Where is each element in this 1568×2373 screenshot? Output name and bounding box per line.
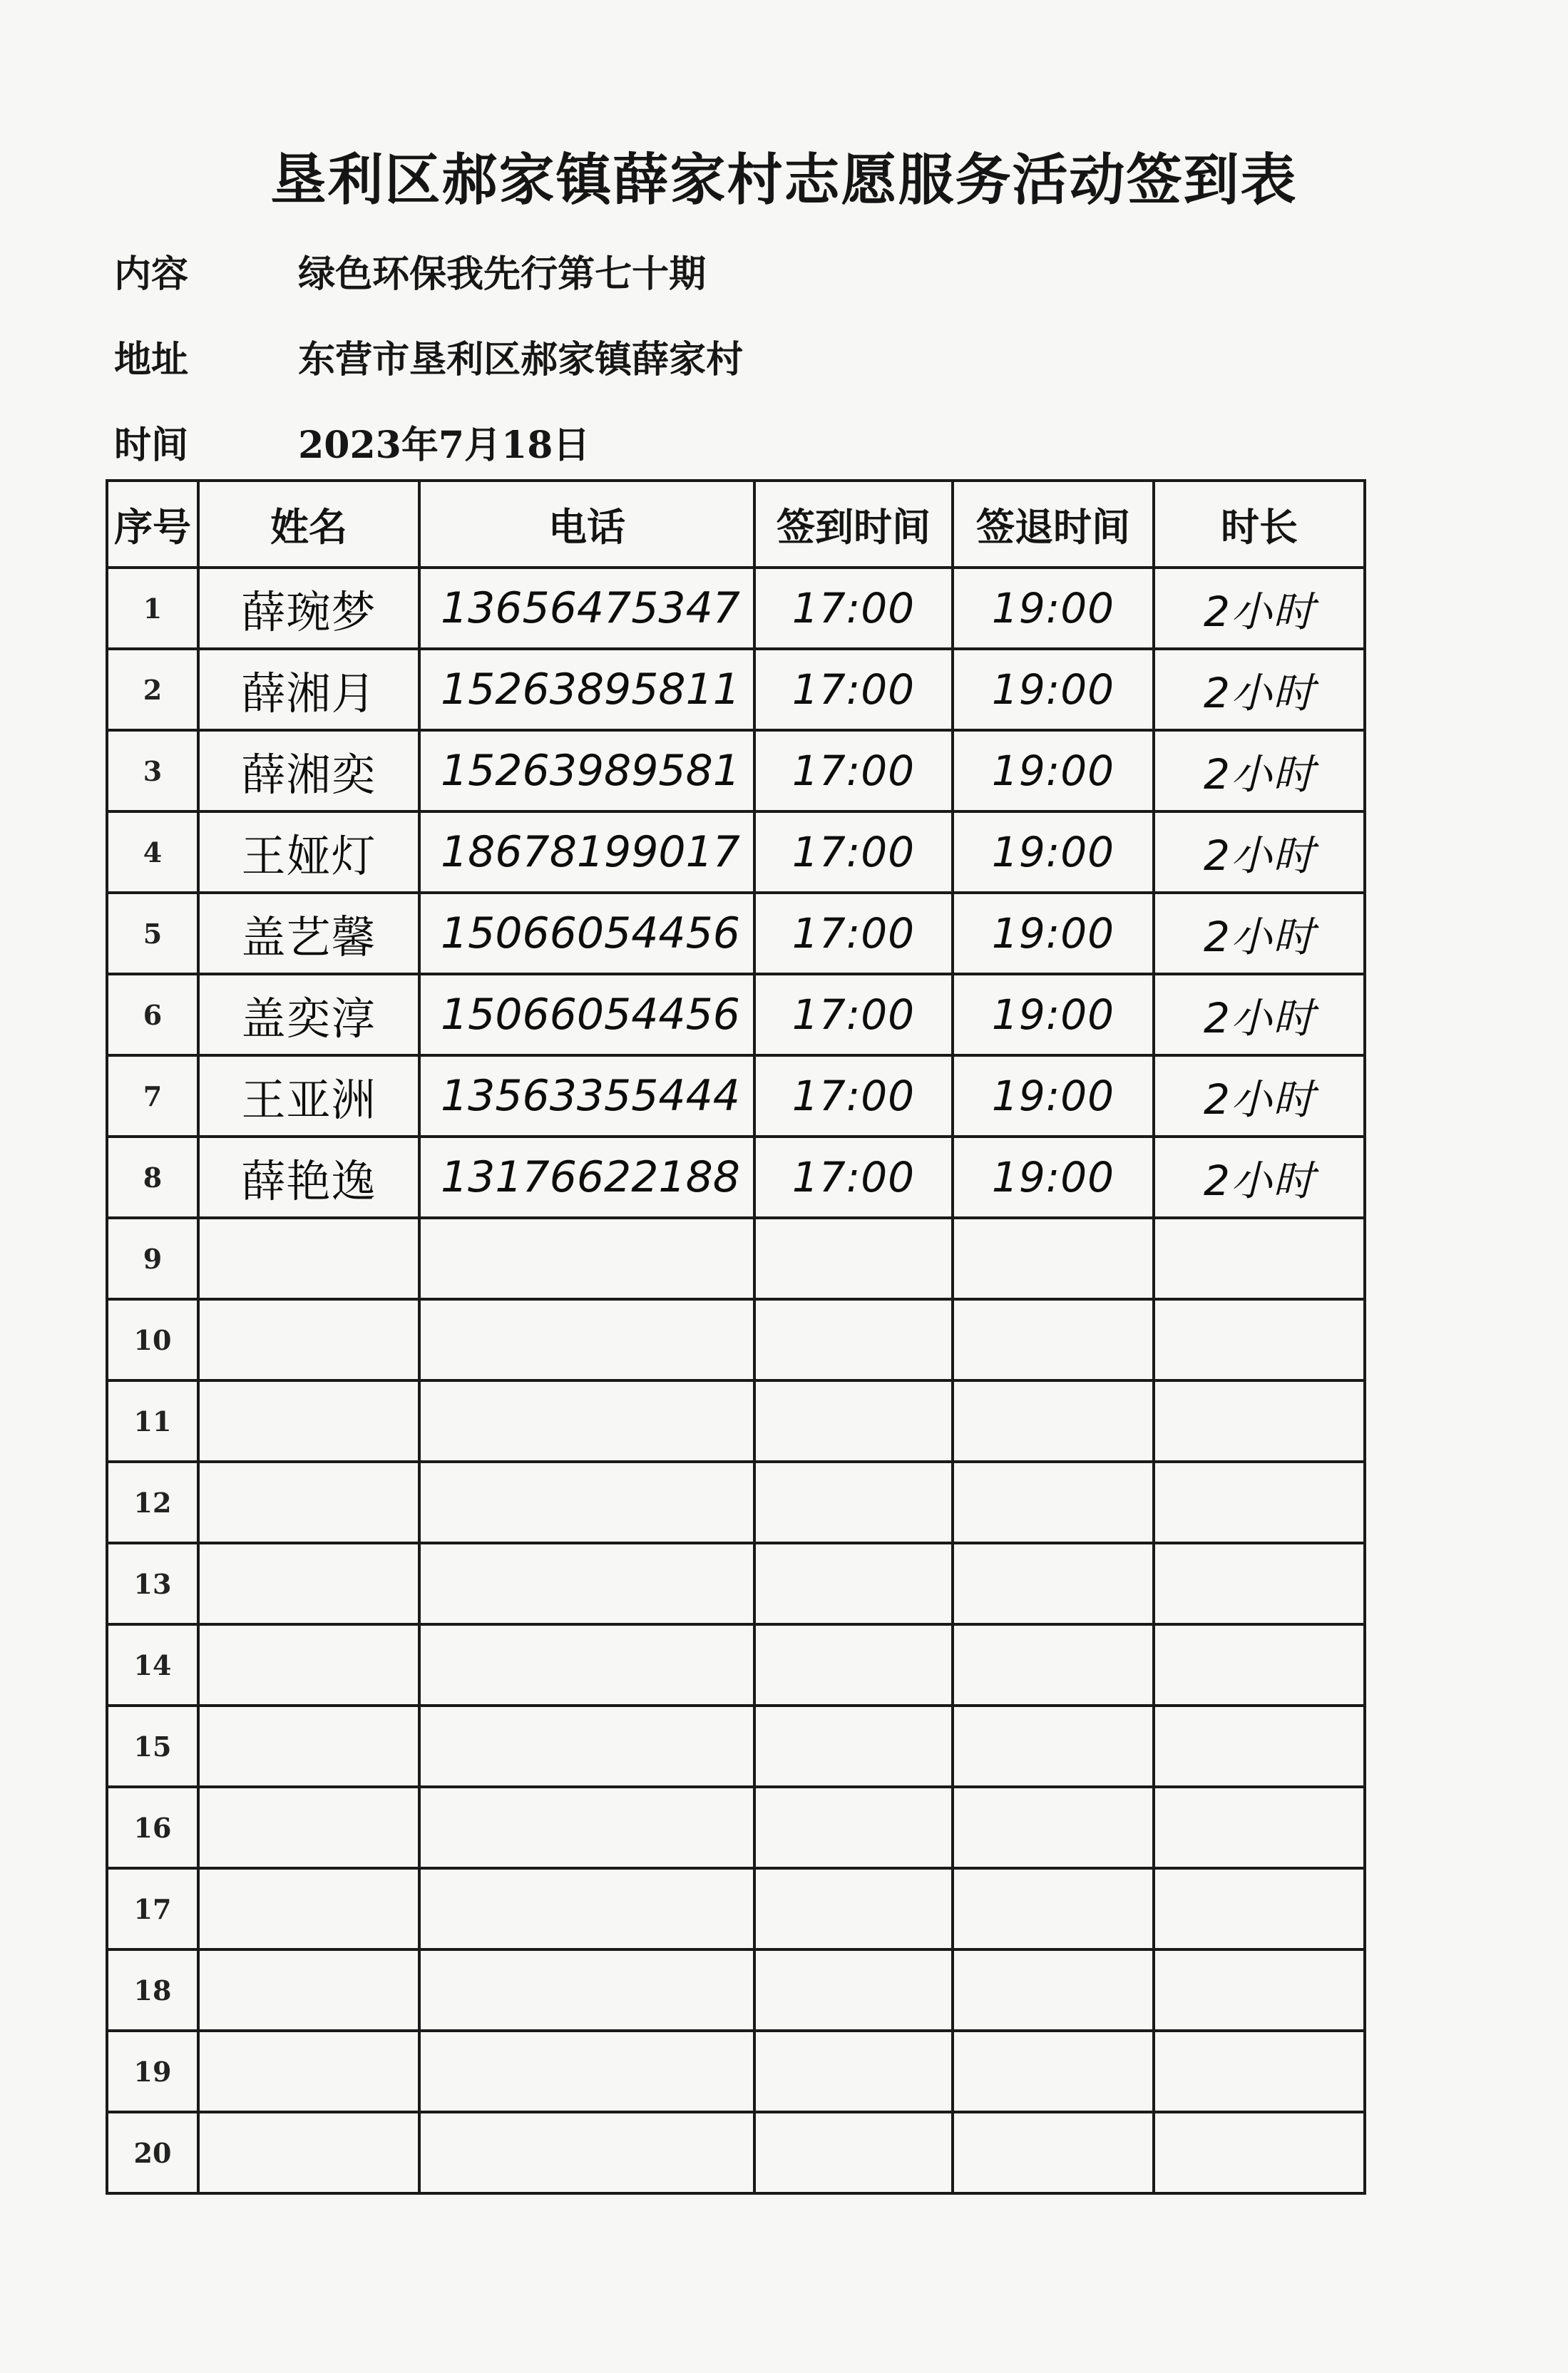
table-row	[107, 1055, 1365, 1137]
cell-sign-in: 17:00	[754, 974, 953, 1055]
cell-name	[198, 1380, 419, 1462]
cell-sign-in: 17:00	[754, 730, 953, 811]
header-sign-in: 签到时间	[754, 481, 953, 568]
cell-sign-in	[754, 1787, 953, 1868]
cell-no: 3	[107, 730, 198, 811]
cell-phone: 15066054456	[419, 974, 754, 1055]
cell-sign-out: 19:00	[953, 730, 1154, 811]
cell-no: 9	[107, 1218, 198, 1299]
table-row	[107, 1218, 1365, 1299]
cell-no: 4	[107, 811, 198, 893]
cell-sign-out: 19:00	[953, 893, 1154, 974]
table-row	[107, 2031, 1365, 2112]
table-row	[107, 1543, 1365, 1624]
table-row	[107, 649, 1365, 730]
cell-name: 薛琬梦	[198, 568, 419, 649]
cell-sign-in	[754, 1299, 953, 1380]
cell-phone	[419, 1706, 754, 1787]
cell-sign-out	[953, 2112, 1154, 2193]
table-row	[107, 1706, 1365, 1787]
cell-phone	[419, 2031, 754, 2112]
header-no: 序号	[107, 481, 198, 568]
cell-sign-out	[953, 1706, 1154, 1787]
cell-sign-in	[754, 1706, 953, 1787]
cell-duration	[1154, 1462, 1365, 1543]
cell-name	[198, 1706, 419, 1787]
cell-no: 13	[107, 1543, 198, 1624]
cell-sign-out: 19:00	[953, 1055, 1154, 1137]
cell-phone	[419, 1462, 754, 1543]
cell-duration	[1154, 1299, 1365, 1380]
table-row	[107, 1949, 1365, 2031]
cell-no: 5	[107, 893, 198, 974]
cell-phone	[419, 1380, 754, 1462]
cell-sign-in	[754, 1868, 953, 1949]
cell-no: 14	[107, 1624, 198, 1706]
cell-no: 15	[107, 1706, 198, 1787]
cell-sign-in: 17:00	[754, 649, 953, 730]
cell-sign-in	[754, 2112, 953, 2193]
table-row	[107, 1787, 1365, 1868]
cell-sign-out: 19:00	[953, 974, 1154, 1055]
cell-duration	[1154, 2112, 1365, 2193]
cell-sign-in: 17:00	[754, 1055, 953, 1137]
table-row	[107, 730, 1365, 811]
cell-sign-out	[953, 1624, 1154, 1706]
cell-duration	[1154, 1218, 1365, 1299]
cell-sign-out	[953, 1787, 1154, 1868]
cell-sign-out	[953, 1543, 1154, 1624]
table-row	[107, 974, 1365, 1055]
cell-sign-in: 17:00	[754, 568, 953, 649]
cell-sign-in	[754, 1462, 953, 1543]
cell-name	[198, 1462, 419, 1543]
cell-duration: 2小时	[1154, 811, 1365, 893]
table-row	[107, 1137, 1365, 1218]
cell-sign-in	[754, 1380, 953, 1462]
cell-sign-in: 17:00	[754, 1137, 953, 1218]
cell-duration	[1154, 1624, 1365, 1706]
cell-duration	[1154, 1380, 1365, 1462]
cell-sign-out: 19:00	[953, 1137, 1154, 1218]
table-header-row	[107, 481, 1365, 568]
cell-duration: 2小时	[1154, 974, 1365, 1055]
cell-sign-out	[953, 1949, 1154, 2031]
cell-name	[198, 1218, 419, 1299]
cell-no: 11	[107, 1380, 198, 1462]
cell-duration	[1154, 2031, 1365, 2112]
sign-in-table	[106, 479, 1366, 2195]
cell-phone: 18678199017	[419, 811, 754, 893]
cell-duration: 2小时	[1154, 649, 1365, 730]
cell-phone	[419, 1543, 754, 1624]
cell-sign-out	[953, 1462, 1154, 1543]
cell-sign-in	[754, 1543, 953, 1624]
cell-name: 盖艺馨	[198, 893, 419, 974]
cell-duration	[1154, 1787, 1365, 1868]
document-title: 垦利区郝家镇薛家村志愿服务活动签到表	[270, 148, 1298, 212]
cell-duration	[1154, 1949, 1365, 2031]
header-duration: 时长	[1154, 481, 1365, 568]
cell-sign-out	[953, 2031, 1154, 2112]
cell-name	[198, 1299, 419, 1380]
cell-name	[198, 1949, 419, 2031]
content-label: 内容	[114, 252, 189, 296]
cell-no: 19	[107, 2031, 198, 2112]
cell-no: 17	[107, 1868, 198, 1949]
cell-duration: 2小时	[1154, 568, 1365, 649]
address-value: 东营市垦利区郝家镇薛家村	[298, 338, 744, 381]
table-row	[107, 1299, 1365, 1380]
cell-phone	[419, 1868, 754, 1949]
cell-sign-out: 19:00	[953, 811, 1154, 893]
table-row	[107, 568, 1365, 649]
cell-duration	[1154, 1543, 1365, 1624]
header-sign-out: 签退时间	[953, 481, 1154, 568]
cell-name	[198, 1543, 419, 1624]
cell-sign-out	[953, 1218, 1154, 1299]
cell-phone: 13176622188	[419, 1137, 754, 1218]
cell-name: 薛湘奕	[198, 730, 419, 811]
table-row	[107, 1380, 1365, 1462]
cell-name: 薛艳逸	[198, 1137, 419, 1218]
cell-duration	[1154, 1706, 1365, 1787]
table-row	[107, 1462, 1365, 1543]
cell-phone	[419, 1787, 754, 1868]
table-row	[107, 811, 1365, 893]
cell-no: 6	[107, 974, 198, 1055]
cell-no: 18	[107, 1949, 198, 2031]
cell-sign-out: 19:00	[953, 649, 1154, 730]
cell-phone: 15263989581	[419, 730, 754, 811]
time-label: 时间	[114, 424, 189, 467]
cell-phone: 13563355444	[419, 1055, 754, 1137]
cell-sign-out	[953, 1299, 1154, 1380]
cell-sign-in: 17:00	[754, 811, 953, 893]
header-phone: 电话	[419, 481, 754, 568]
header-name: 姓名	[198, 481, 419, 568]
cell-name: 盖奕淳	[198, 974, 419, 1055]
cell-name	[198, 2031, 419, 2112]
table-row	[107, 2112, 1365, 2193]
cell-no: 10	[107, 1299, 198, 1380]
cell-no: 12	[107, 1462, 198, 1543]
table-body	[107, 568, 1365, 2193]
table-row	[107, 1868, 1365, 1949]
cell-phone	[419, 2112, 754, 2193]
cell-phone	[419, 1624, 754, 1706]
cell-name: 王娅灯	[198, 811, 419, 893]
cell-no: 7	[107, 1055, 198, 1137]
cell-phone	[419, 1949, 754, 2031]
cell-sign-in	[754, 2031, 953, 2112]
cell-no: 2	[107, 649, 198, 730]
cell-duration: 2小时	[1154, 893, 1365, 974]
cell-name: 王亚洲	[198, 1055, 419, 1137]
meta-address-row	[114, 329, 743, 383]
content-value: 绿色环保我先行第七十期	[298, 252, 707, 296]
cell-duration	[1154, 1868, 1365, 1949]
cell-no: 8	[107, 1137, 198, 1218]
cell-duration: 2小时	[1154, 1055, 1365, 1137]
cell-duration: 2小时	[1154, 1137, 1365, 1218]
cell-phone: 15066054456	[419, 893, 754, 974]
cell-name	[198, 1868, 419, 1949]
cell-sign-in: 17:00	[754, 893, 953, 974]
cell-no: 1	[107, 568, 198, 649]
cell-name: 薛湘月	[198, 649, 419, 730]
cell-name	[198, 1787, 419, 1868]
time-value: 2023年7月18日	[298, 424, 590, 467]
cell-phone	[419, 1299, 754, 1380]
cell-no: 20	[107, 2112, 198, 2193]
cell-sign-in	[754, 1218, 953, 1299]
table-row	[107, 1624, 1365, 1706]
cell-phone: 13656475347	[419, 568, 754, 649]
meta-content-row	[114, 244, 706, 297]
cell-sign-out: 19:00	[953, 568, 1154, 649]
cell-no: 16	[107, 1787, 198, 1868]
cell-sign-out	[953, 1868, 1154, 1949]
cell-phone	[419, 1218, 754, 1299]
cell-name	[198, 1624, 419, 1706]
cell-sign-in	[754, 1624, 953, 1706]
cell-sign-out	[953, 1380, 1154, 1462]
cell-phone: 15263895811	[419, 649, 754, 730]
cell-name	[198, 2112, 419, 2193]
table-row	[107, 893, 1365, 974]
cell-sign-in	[754, 1949, 953, 2031]
address-label: 地址	[114, 338, 189, 381]
meta-time-row	[114, 415, 590, 468]
cell-duration: 2小时	[1154, 730, 1365, 811]
